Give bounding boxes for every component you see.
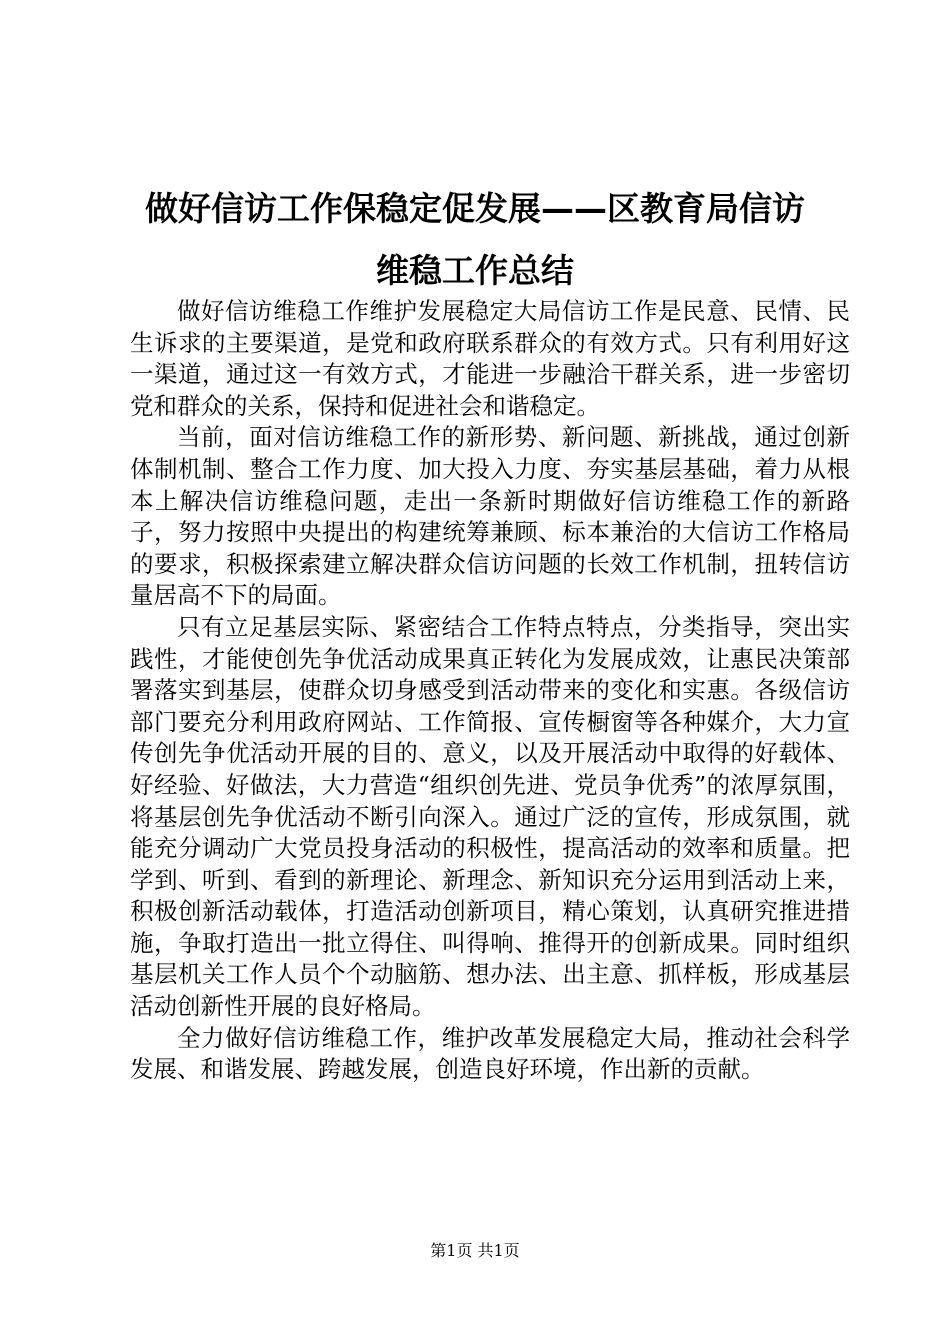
title-line-2: 维稳工作总结	[376, 251, 574, 290]
paragraph-4: 全力做好信访维稳工作，维护改革发展稳定大局，推动社会科学发展、和谐发展、跨越发展，创造良好环境，作出新的贡献。	[130, 1023, 850, 1084]
paragraph-1: 做好信访维稳工作维护发展稳定大局信访工作是民意、民情、民生诉求的主要渠道，是党和政府联系群众的有效方式。只有利用好这一渠道，通过这一有效方式，才能进一步融洽干群关系，进一步密切党和群众的关系，保持和促进社会和谐稳定。	[130, 297, 850, 420]
document-body	[130, 296, 850, 1086]
paragraph-2: 当前，面对信访维稳工作的新形势、新问题、新挑战，通过创新体制机制、整合工作力度、加大投入力度、夯实基层基础，着力从根本上解决信访维稳问题，走出一条新时期做好信访维稳工作的新路子，努力按照中央提出的构建统筹兼顾、标本兼治的大信访工作格局的要求，积极探索建立解决群众信访问题的长效工作机制，扭转信访量居高不下的局面。	[130, 423, 850, 610]
page-footer: 第1页 共1页	[430, 1241, 520, 1260]
title-line-1: 做好信访工作保稳定促发展——区教育局信访	[145, 189, 805, 228]
paragraph-3: 只有立足基层实际、紧密结合工作特点特点，分类指导，突出实践性，才能使创先争优活动成果真正转化为发展成效，让惠民决策部署落实到基层，使群众切身感受到活动带来的变化和实惠。各级信访部门要充分利用政府网站、工作简报、宣传橱窗等各种媒介，大力宣传创先争优活动开展的目的、意义，以及开展活动中取得的好载体、好经验、好做法，大力营造“组织创先进、党员争优秀”的浓厚氛围，将基层创先争优活动不断引向深入。通过广泛的宣传，形成氛围，就能充分调动广大党员投身活动的积极性，提高活动的效率和质量。把学到、听到、看到的新理论、新理念、新知识充分运用到活动上来，积极创新活动载体，打造活动创新项目，精心策划，认真研究推进措施，争取打造出一批立得住、叫得响、推得开的创新成果。同时组织基层机关工作人员个个动脑筋、想办法、出主意、抓样板，形成基层活动创新性开展的良好格局。	[130, 612, 850, 1021]
document-title	[110, 178, 840, 302]
